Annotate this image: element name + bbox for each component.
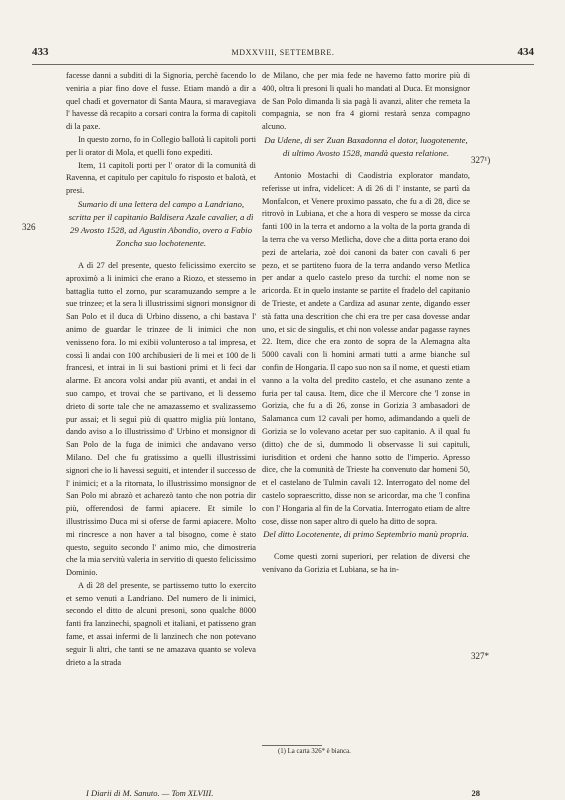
margin-number: 326 bbox=[22, 222, 36, 232]
page-header bbox=[32, 46, 534, 60]
spacer bbox=[66, 250, 256, 260]
running-title: MDXXVIII, SETTEMBRE. bbox=[231, 48, 335, 57]
footnote-rule bbox=[262, 745, 322, 746]
right-paragraph: de Milano, che per mia fede ne havemo fatto morire più di 400, oltra li presoni li quali ho mandati al Duca. Et monsignor de San Polo dimanda li sia pagà li avanzi, aliter che remeta la compagnia, se non fra 4 giorni restarà senza compagno alcuno. bbox=[262, 71, 470, 132]
left-column bbox=[66, 70, 256, 669]
right-paragraph: Antonio Mostachi di Caodistria explorator mandato, referisse ut infra, videlicet: A dì 26 di l' instante, se partì da Monfalcon, et Venere proximo passato, che fu a dì 28, dice se ritrovò in Lubiana, et che a hora di vespero se mosse da circa fanti 100 in la terra et andorno a la volta de la porta granda di la terra che va verso Metlicha, dove che a ditta porta erano doi pezi de artelaria, zoè doi canoni da bater con cavali 6 per pezo, et se partiteno fuora de la terra andando verso Metlica per andar a quelo castelo preso da turchi: el nome non se aricorda. Et in quelo instante se partite el fradelo del capitanio de Trieste, et andete a Cardiza ad asunar zente, digando esser stà fatta una descrition che chi era tre per casa dovesse andar uno, et sic de singulis, et chi non volesse andar pagasse raynes 22. Item, dice che era zonto de sopra de la Alemagna alta 5000 cavali con li homini armati tutti a arme bianche sul confin de Hongaria. Il capo suo non sa il nome, et questi etiam vanno a la volta del predito castelo, et che asunano zente a furia per tal causa. Item, dice che il Mercore che 'l zonse in Gorizia, che fu a dì 26, zonse in Gorizia 3 ambasadori de Salamanca cum 12 cavali per homo, adimandando a queli de Gorizia se lo volevano acetar per suo capitanio. A il qual fu (ditto) che de sì, dummodo li observasse li sui capituli, iurisdition et ordeni che hanno sotto de l'imperio. Apresso dice, che la comunità de Trieste ha convenuto dar homeni 50, et el castelano de Tulmin cavali 12. Interrogato del nome del castelo sopraescritto, disse non se aricordar, ma che 'l confina con l' Hongaria al fin de la Corvatia. Interrogato etiam de altre cose, disse non saper altro di quelo ha ditto de sopra. bbox=[262, 170, 470, 526]
left-paragraph: In questo zorno, fo in Collegio ballotà li capitoli porti per li orator di Mola, et quelli fono expediti. bbox=[66, 134, 256, 157]
footnote: (1) La carta 326* è bianca. bbox=[278, 748, 351, 755]
page-number-left: 433 bbox=[32, 46, 49, 58]
right-column bbox=[262, 70, 470, 577]
signature-mark: 28 bbox=[471, 788, 480, 798]
section-heading: Da Udene, di ser Zuan Baxadonna el dotor, luogotenente, di ultimo Avosto 1528, mandà questa relatione. bbox=[264, 134, 468, 158]
margin-number: 327¹) bbox=[471, 155, 491, 165]
spacer bbox=[262, 541, 470, 551]
section-heading: Sumario di una lettera del campo a Landriano, scritta per il capitanio Baldisera Azale cavalier, a dì 29 Avosto 1528, ad Agustin Abondio, overo a Fabio Zoncha suo lochotenente. bbox=[68, 198, 254, 248]
header-rule bbox=[32, 64, 534, 65]
spacer bbox=[262, 160, 470, 170]
left-paragraph: A dì 27 del presente, questo felicissimo exercito se aproximò a li inimici che erano a Riozo, et stessemo in battaglia tutto el zorno, pur scaramuzando sempre a le sue trinzee; et la sera li illustrissimi signori monsignor di San Polo et il duca di Urbino disseno, a chi bastava l' animo de guardar le trinzee de li inimici che non venisseno fora. Io mi exibii volunteroso a tal impresa, et cossì li andai con 100 archibusieri de li mei et 100 de li francesi, et intrai in li sui bastioni primi et li feci dar alarme. Et ancora volsi andar più avanti, et andai in el suo campo, et trovai che se partivano, et li dessemo drieto di sorte tale che ne amazassemo et svalizassemo pur assai; et li seguì più di quattro miglia più lontano, dando aviso a lo illustrissimo d' Urbino et monsignor di San Polo de la fuga de inimici che andavano verso Milano. Del che fu gratissimo a quelli illustrissimi signori che io li havessi seguiti, et intender il successo de l' inimici; et a la ritornata, lo illustrissimo monsignor de San Polo mi abrazò et acharezò tanto che non potria dir più, offerendosi de farmi apiacere. Et simile lo illustrissimo Duca mi si oferse de farmi apiacere. Molto mi rincresce a non haver a tal bisogno, come è stato questo, seguito secondo l' animo mio, che dimostreria che la mia servitù valeria in servitio di questo felicissimo Dominio. bbox=[66, 260, 256, 578]
right-paragraph: Come questi zorni superiori, per relation de diversi che venivano da Gorizia et Lubiana, se ha in- bbox=[262, 552, 470, 575]
left-paragraph: facesse danni a subditi di la Signoria, perchè facendo lo veniria a piar fino dove el fusse. Etiam mandò a dir a quel chadì et governator di Santa Maura, si maravegiava l' havesse dà recapito a corsari contra la forma di capitoli di la paxe. bbox=[66, 71, 256, 132]
left-paragraph: A dì 28 del presente, se partissemo tutto lo exercito et semo venuti a Landriano. Del numero de li inimici, secondo el ditto de alcuni presoni, sono qualche 8000 fanti fra lanzinechi, spagnoli et italiani, et patisseno gran fame, et assai infermi de li lanzinech che non potevano seguir li altri, che tanti se ne amazava quanto se voleva drieto a la strada bbox=[66, 580, 256, 667]
left-paragraph: Item, 11 capitoli porti per l' orator di la comunità di Ravenna, et capitulo per capitulo fo risposto et balotà, et presi. bbox=[66, 160, 256, 196]
section-heading: Del ditto Locotenente, di primo Septembrio manù propria. bbox=[263, 529, 469, 540]
page-number-right: 434 bbox=[517, 46, 534, 58]
margin-number: 327* bbox=[471, 651, 489, 661]
footer-title: I Diarii di M. Sanuto. — Tom XLVIII. bbox=[86, 788, 214, 798]
